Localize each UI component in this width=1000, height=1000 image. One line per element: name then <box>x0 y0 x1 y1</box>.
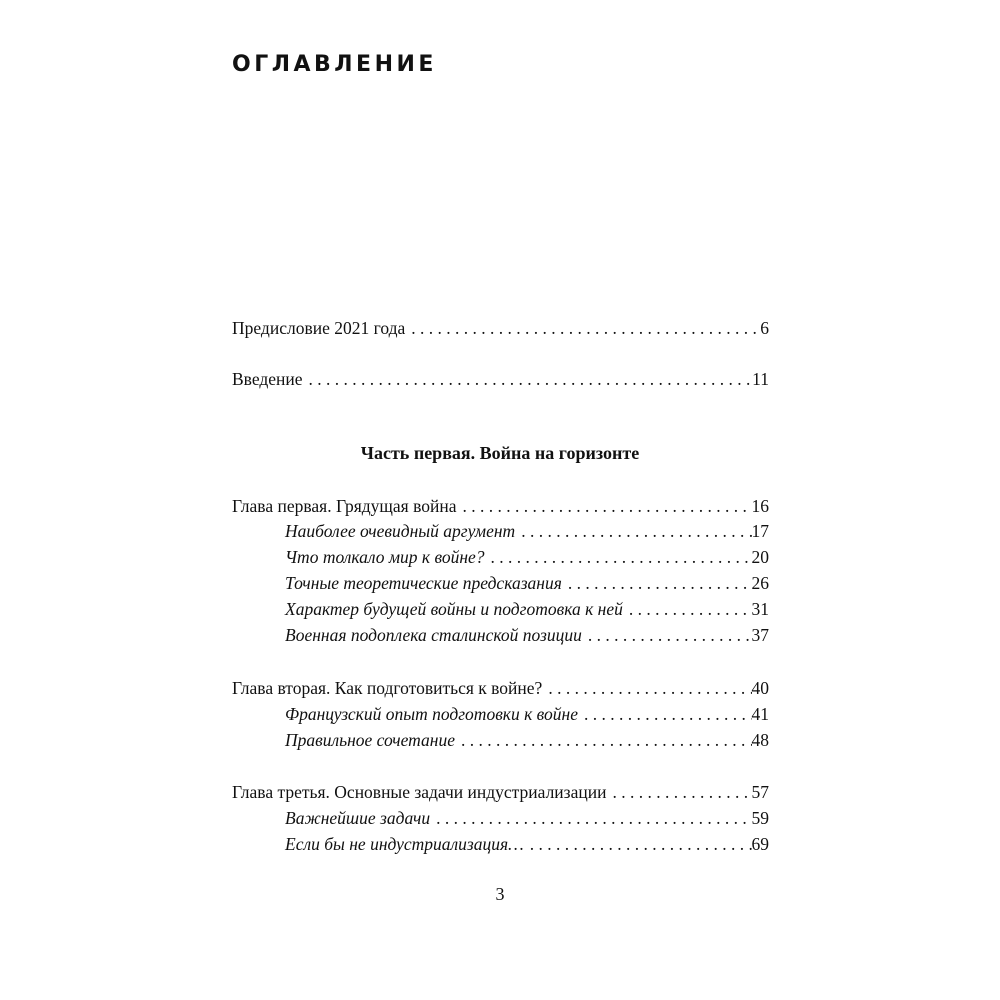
toc-chapter-page: 40 <box>751 678 769 698</box>
dot-leader <box>582 624 752 646</box>
page-heading: ОГЛАВЛЕНИЕ <box>232 52 437 77</box>
dot-leader <box>515 520 751 542</box>
toc-section[interactable] <box>285 703 769 725</box>
toc-section-title: Французский опыт подготовки к войне <box>285 704 578 724</box>
toc-section[interactable] <box>285 520 769 542</box>
toc-section-title: Точные теоретические предсказания <box>285 573 562 593</box>
toc-section-title: Если бы не индустриализация… <box>285 834 524 854</box>
toc-entry-introduction[interactable] <box>232 368 769 390</box>
toc-section[interactable] <box>285 807 769 829</box>
dot-leader <box>405 317 760 339</box>
toc-section-page: 31 <box>751 599 769 619</box>
dot-leader <box>623 598 752 620</box>
toc-section[interactable] <box>285 729 769 751</box>
toc-chapter-title: Глава третья. Основные задачи индустриализации <box>232 782 607 802</box>
toc-section-title: Наиболее очевидный аргумент <box>285 521 516 541</box>
dot-leader <box>485 546 752 568</box>
dot-leader <box>562 572 752 594</box>
page-number: 3 <box>495 884 505 904</box>
toc-entry-page: 11 <box>752 369 769 389</box>
toc-section[interactable] <box>285 624 769 646</box>
part-title: Часть первая. Война на горизонте <box>360 443 640 463</box>
toc-section[interactable] <box>285 833 769 855</box>
dot-leader <box>456 495 751 517</box>
toc-section-page: 20 <box>751 547 769 567</box>
toc-chapter-page: 57 <box>751 782 769 802</box>
dot-leader <box>524 833 752 855</box>
toc-section-title: Важнейшие задачи <box>285 808 431 828</box>
toc-section-title: Правильное сочетание <box>285 730 455 750</box>
dot-leader <box>606 781 751 803</box>
toc-section[interactable] <box>285 598 769 620</box>
toc-section-page: 41 <box>751 704 769 724</box>
toc-section-page: 26 <box>751 573 769 593</box>
toc-entry-title: Введение <box>232 369 303 389</box>
toc-section[interactable] <box>285 572 769 594</box>
toc-section-title: Что толкало мир к войне? <box>285 547 485 567</box>
dot-leader <box>542 677 751 699</box>
toc-section-title: Военная подоплека сталинской позиции <box>285 625 582 645</box>
toc-chapter-3[interactable] <box>232 781 769 803</box>
toc-section-page: 69 <box>751 834 769 854</box>
toc-chapter-title: Глава вторая. Как подготовиться к войне? <box>232 678 543 698</box>
dot-leader <box>430 807 751 829</box>
toc-chapter-title: Глава первая. Грядущая война <box>232 496 457 516</box>
toc-section-page: 37 <box>751 625 769 645</box>
toc-section[interactable] <box>285 546 769 568</box>
toc-section-page: 48 <box>751 730 769 750</box>
toc-entry-title: Предисловие 2021 года <box>232 318 406 338</box>
toc-section-title: Характер будущей войны и подготовка к ней <box>285 599 623 619</box>
dot-leader <box>303 368 753 390</box>
toc-chapter-1[interactable] <box>232 495 769 517</box>
toc-chapter-page: 16 <box>751 496 769 516</box>
toc-entry-page: 6 <box>760 318 769 338</box>
dot-leader <box>578 703 752 725</box>
toc-section-page: 17 <box>751 521 769 541</box>
toc-section-page: 59 <box>751 808 769 828</box>
toc-entry-preface[interactable] <box>232 317 769 339</box>
dot-leader <box>455 729 752 751</box>
toc-chapter-2[interactable] <box>232 677 769 699</box>
